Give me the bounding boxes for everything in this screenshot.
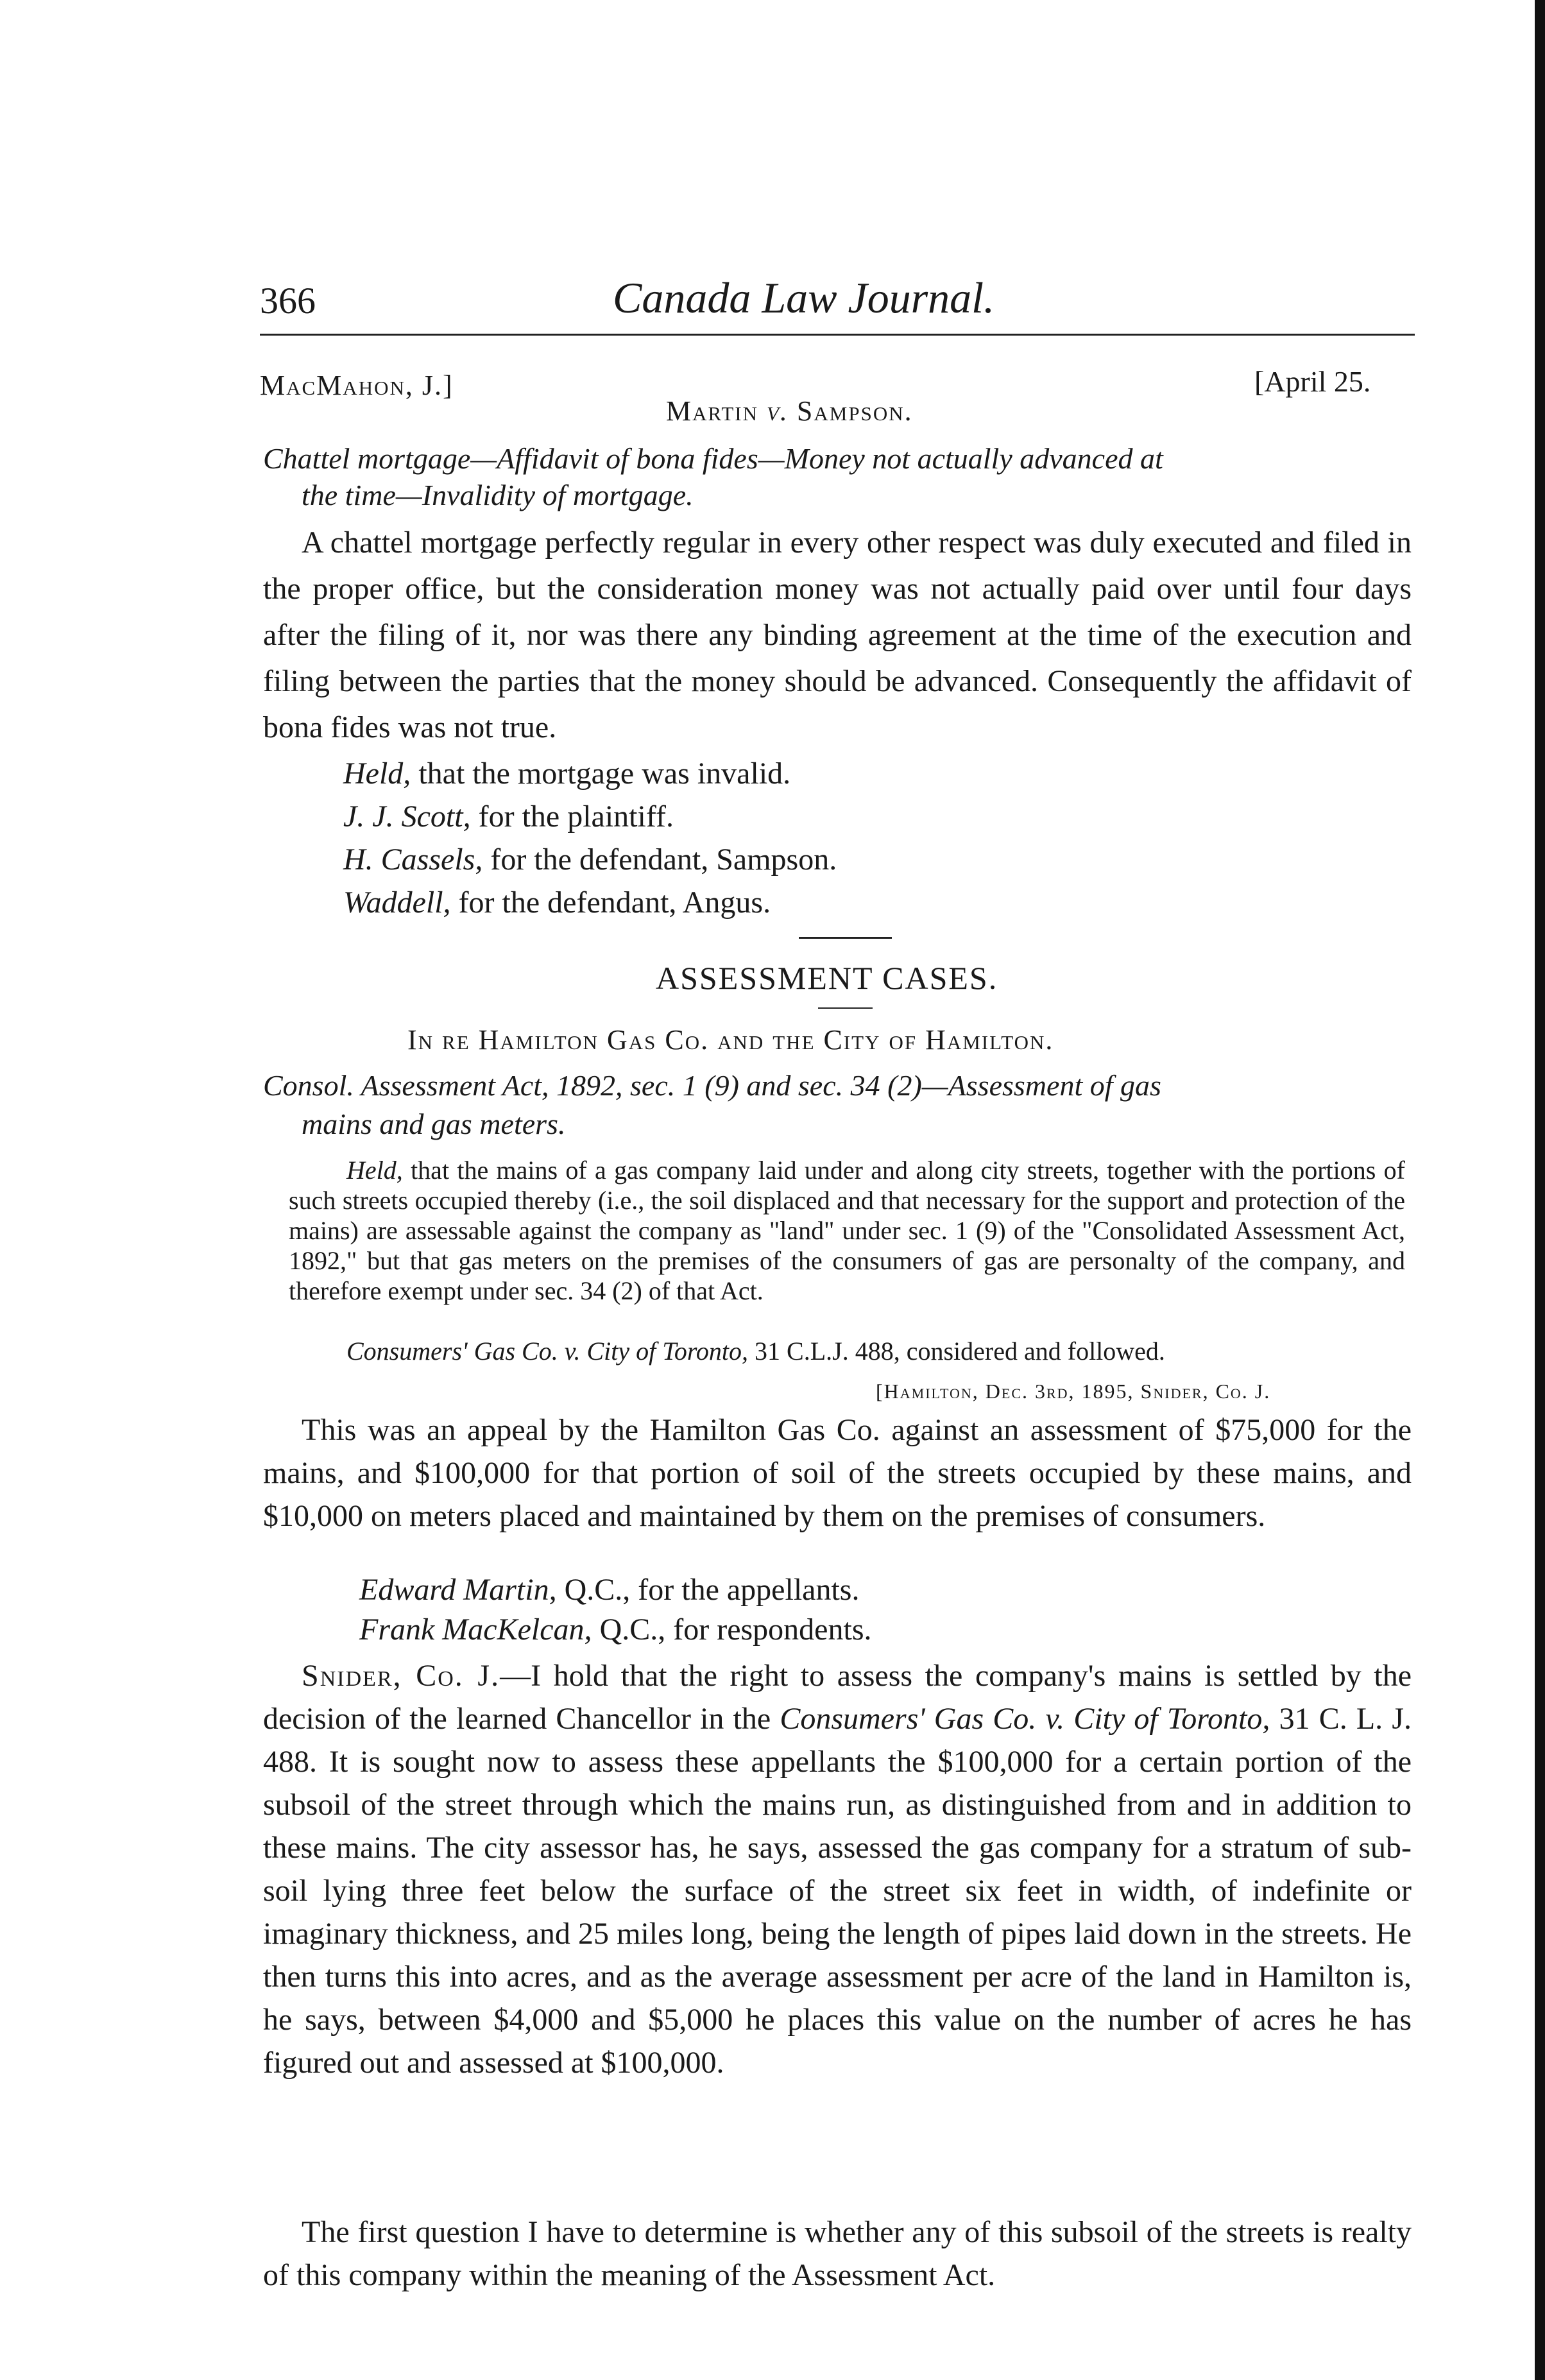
case2-followed [289,1336,1405,1366]
counsel-line [343,885,771,920]
header-rule [260,334,1415,336]
case2-held [289,1155,1405,1306]
counsel-line [359,1612,872,1647]
counsel-line [343,842,837,877]
case1-versus: v. [766,395,789,427]
judgment-paragraph-2: The first question I have to determine is whether any of this subsoil of the streets is realty of this company within the meaning of the Assessment Act. [263,2215,1412,2292]
counsel-name: H. Cassels, [343,843,483,877]
journal-title: Canada Law Journal. [613,273,995,322]
case1-held-label: Held, [343,757,411,791]
section-heading: ASSESSMENT CASES. [656,960,998,996]
case2-held-text: that the mains of a gas company laid under and along city streets, together with the portions of such streets occupied thereby (i.e., the soil displaced and that necessary for the support and protection of the mains) are assessable against the company as "land" under sec. 1 (9) of the "Consolidated Assessment Act, 1892," but that gas meters on the premises of the consumers of gas are personalty of the company, and therefore exempt under sec. 34 (2) of that Act. [289,1156,1405,1305]
case1-headnote-line1: Chattel mortgage—Affidavit of bona fides—Money not actually advanced at [263,442,1163,475]
case1-party-a: Martin [666,395,758,427]
case1-headnote-line2: the time—Invalidity of mortgage. [302,479,694,511]
followed-case-name: Consumers' Gas Co. v. City of Toronto, [346,1337,749,1366]
case2-intro: This was an appeal by the Hamilton Gas Co. against an assessment of $75,000 for the mains, and $100,000 for that portion of soil of the streets occupied by these mains, and $10,000 on meters placed and maintained by them on the premises of consumers. [263,1413,1412,1533]
case1-date: [April 25. [1254,365,1371,398]
page-number: 366 [260,280,316,321]
case2-headnote-line1: Consol. Assessment Act, 1892, sec. 1 (9) and sec. 34 (2)—Assessment of gas [263,1069,1161,1102]
section-divider [799,937,892,939]
counsel-line [343,799,674,834]
counsel-name: Waddell, [343,886,451,920]
case2-court-line: [Hamilton, Dec. 3rd, 1895, Snider, Co. J. [876,1380,1271,1403]
counsel-name: J. J. Scott, [343,800,471,834]
judgment-text-cont: 31 C. L. J. 488. It is sought now to assess these appellants the $100,000 for a certain portion of the subsoil of the street through which the mains run, as distinguished from and in addition to these mains. The city assessor has, he says, assessed the gas company for a stratum of sub-soil lying three feet below the surface of the street six feet in width, of indefinite or imaginary thickness, and 25 miles long, being the length of pipes laid down in the streets. He then turns this into acres, and as the average assessment per acre of the land in Hamilton is, he says, between $4,000 and $5,000 he places this value on the number of acres he has figured out and assessed at $100,000. [263,1702,1412,2080]
counsel-name: Edward Martin, [359,1573,557,1607]
case1-summary: A chattel mortgage perfectly regular in every other respect was duly executed and filed in the proper office, but the consideration money was not actually paid over until four days after the filing of it, nor was there any binding agreement at the time of the execution and filing between the parties that the money should be advanced. Consequently the affidavit of bona fides was not true. [263,526,1412,744]
judgment-text: —I hold that the right to assess the company's mains is settled by the decision of the learned Chancellor in the [263,1659,1412,1736]
case2-held-label: Held, [346,1156,403,1185]
case1-title [666,395,913,427]
followed-case-cite: 31 C.L.J. 488, considered and followed. [748,1337,1165,1366]
judge-name: Snider, Co. J. [302,1659,500,1693]
case1-held [343,756,790,791]
cited-case: Consumers' Gas Co. v. City of Toronto, [780,1702,1270,1736]
section-divider-short [818,1007,873,1009]
case1-party-b: Sampson. [796,395,913,427]
case2-headnote-line2: mains and gas meters. [302,1108,566,1140]
case1-held-text: that the mortgage was invalid. [411,757,791,791]
counsel-line [359,1572,859,1607]
case2-title: In re Hamilton Gas Co. and the City of Hamilton. [407,1024,1054,1056]
case1-judge: MacMahon, J.] [260,370,454,401]
counsel-role: for the defendant, Angus. [450,886,771,920]
judgment-paragraph [263,1654,1412,2084]
counsel-role: Q.C., for the appellants. [556,1573,860,1607]
scan-edge-bar [1535,0,1545,2380]
counsel-name: Frank MacKelcan, [359,1613,592,1647]
counsel-role: for the defendant, Sampson. [482,843,837,877]
counsel-role: Q.C., for respondents. [592,1613,872,1647]
counsel-role: for the plaintiff. [470,800,674,834]
